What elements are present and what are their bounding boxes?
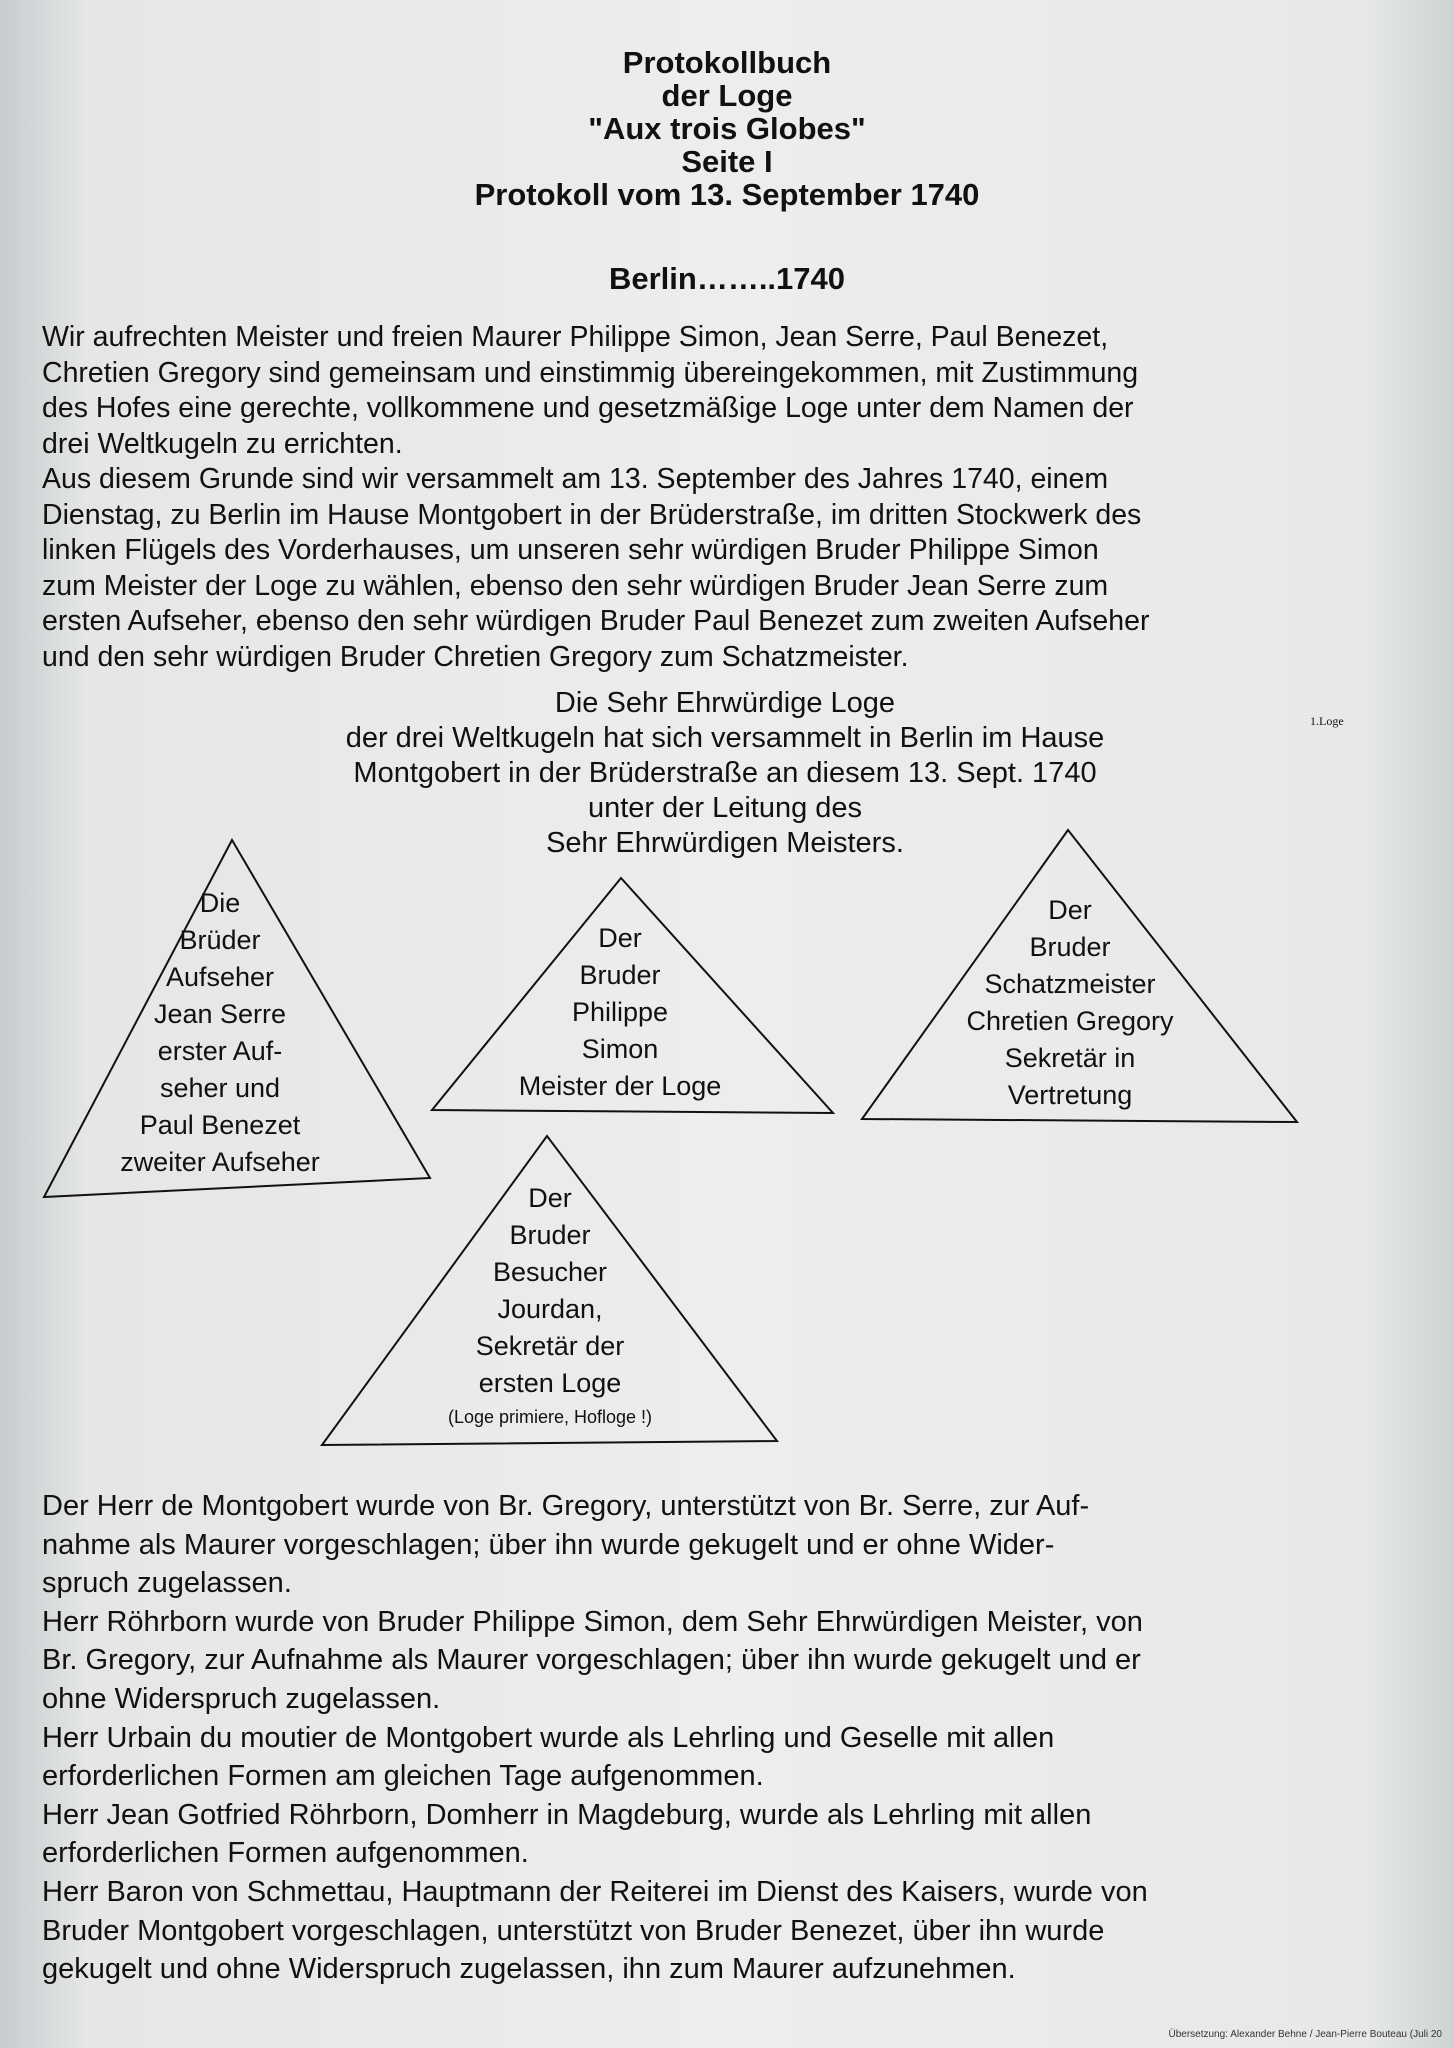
assembly-line: Die Sehr Ehrwürdige Loge <box>554 687 896 719</box>
triangle-line: Jean Serre <box>153 999 287 1029</box>
triangle-line: Bruder <box>509 1220 591 1250</box>
triangle-line: Der <box>1048 895 1092 925</box>
intro-line: drei Weltkugeln zu errichten. <box>42 427 403 460</box>
minutes-line: Br. Gregory, zur Aufnahme als Maurer vorgeschlagen; über ihn wurde gekugelt und er <box>42 1644 1141 1677</box>
minutes-paragraph <box>42 1487 1422 1989</box>
minutes-line: ohne Widerspruch zugelassen. <box>42 1682 441 1715</box>
triangle-line: Aufseher <box>165 962 275 992</box>
heading-line-3: "Aux trois Globes" <box>588 111 866 146</box>
triangle-line: erster Auf- <box>157 1036 283 1066</box>
heading-line-1: Protokollbuch <box>622 45 832 80</box>
minutes-line: Herr Urbain du moutier de Montgobert wurde als Lehrling und Geselle mit allen <box>42 1721 1055 1754</box>
footnote-loge: 1.Loge <box>1310 714 1344 728</box>
triangle-line: Sekretär in <box>1004 1043 1136 1073</box>
minutes-line: Bruder Montgobert vorgeschlagen, unterstützt von Bruder Benezet, über ihn wurde <box>42 1914 1105 1947</box>
triangle-note: (Loge primiere, Hofloge !) <box>447 1407 653 1427</box>
triangle-line: Simon <box>581 1034 659 1064</box>
heading-line-5: Protokoll vom 13. September 1740 <box>474 177 980 212</box>
triangle-line: Schatzmeister <box>984 969 1156 999</box>
translation-credit: Übersetzung: Alexander Behne / Jean-Pierre Bouteau (Juli 20 <box>1168 2029 1442 2040</box>
triangle-line: Sekretär der <box>475 1331 625 1361</box>
assembly-line: Sehr Ehrwürdigen Meisters. <box>546 827 904 859</box>
triangle-line: seher und <box>159 1073 281 1103</box>
intro-line: Chretien Gregory sind gemeinsam und einstimmig übereingekommen, mit Zustimmung <box>42 356 1139 389</box>
intro-line: Wir aufrechten Meister und freien Maurer Philippe Simon, Jean Serre, Paul Benezet, <box>42 321 1109 353</box>
minutes-line: Der Herr de Montgobert wurde von Br. Gregory, unterstützt von Br. Serre, zur Auf- <box>42 1490 1090 1522</box>
minutes-line: erforderlichen Formen aufgenommen. <box>42 1837 529 1870</box>
intro-line: ersten Aufseher, ebenso den sehr würdigen Bruder Paul Benezet zum zweiten Aufseher <box>42 605 1150 637</box>
minutes-line: erforderlichen Formen am gleichen Tage aufgenommen. <box>42 1760 764 1793</box>
intro-line: des Hofes eine gerechte, vollkommene und gesetzmäßige Loge unter dem Namen der <box>42 392 1134 424</box>
triangle-line: Paul Benezet <box>139 1110 301 1140</box>
intro-line: Aus diesem Grunde sind wir versammelt am 13. September des Jahres 1740, einem <box>42 463 1109 495</box>
assembly-line: unter der Leitung des <box>587 792 863 824</box>
triangle-line: Besucher <box>492 1257 608 1287</box>
assembly-line: Montgobert in der Brüderstraße an diesem 13. Sept. 1740 <box>353 757 1097 789</box>
intro-line: und den sehr würdigen Bruder Chretien Gregory zum Schatzmeister. <box>42 640 909 673</box>
triangle-besucher-text <box>400 1180 700 1432</box>
triangle-line: Chretien Gregory <box>966 1006 1174 1036</box>
triangle-line: Vertretung <box>1007 1080 1133 1110</box>
triangle-line: Der <box>528 1183 572 1213</box>
triangle-line: zweiter Aufseher <box>120 1147 320 1177</box>
triangle-aufseher-text <box>100 885 340 1181</box>
triangle-line: ersten Loge <box>478 1368 622 1398</box>
triangle-meister-text <box>480 920 760 1105</box>
minutes-line: Herr Röhrborn wurde von Bruder Philippe Simon, dem Sehr Ehrwürdigen Meister, von <box>42 1605 1143 1638</box>
triangle-schatzmeister-text <box>920 892 1220 1114</box>
assembly-line: der drei Weltkugeln hat sich versammelt in Berlin im Hause <box>345 722 1105 754</box>
intro-line: zum Meister der Loge zu wählen, ebenso den sehr würdigen Bruder Jean Serre zum <box>42 569 1109 602</box>
triangle-line: Bruder <box>579 960 661 990</box>
minutes-line: Herr Jean Gotfried Röhrborn, Domherr in Magdeburg, wurde als Lehrling mit allen <box>42 1798 1092 1831</box>
triangle-line: Der <box>598 923 642 953</box>
minutes-line: gekugelt und ohne Widerspruch zugelassen, ihn zum Maurer aufzunehmen. <box>42 1953 1016 1986</box>
minutes-line: Herr Baron von Schmettau, Hauptmann der Reiterei im Dienst des Kaisers, wurde von <box>42 1875 1148 1908</box>
triangle-line: Philippe <box>571 997 669 1027</box>
minutes-line: spruch zugelassen. <box>42 1567 292 1600</box>
intro-line: Dienstag, zu Berlin im Hause Montgobert in der Brüderstraße, im dritten Stockwerk des <box>42 498 1142 531</box>
heading-line-2: der Loge <box>661 78 793 113</box>
triangle-line: Bruder <box>1029 932 1111 962</box>
minutes-line: nahme als Maurer vorgeschlagen; über ihn wurde gekugelt und er ohne Wider- <box>42 1528 1055 1561</box>
triangle-line: Jourdan, <box>497 1294 603 1324</box>
place-date-text: Berlin……..1740 <box>608 261 846 296</box>
heading-line-4: Seite I <box>681 144 773 179</box>
intro-line: linken Flügels des Vorderhauses, um unseren sehr würdigen Bruder Philippe Simon <box>42 534 1099 566</box>
triangle-line: Meister der Loge <box>518 1071 722 1101</box>
triangle-line: Brüder <box>179 925 261 955</box>
triangle-line: Die <box>199 888 241 918</box>
